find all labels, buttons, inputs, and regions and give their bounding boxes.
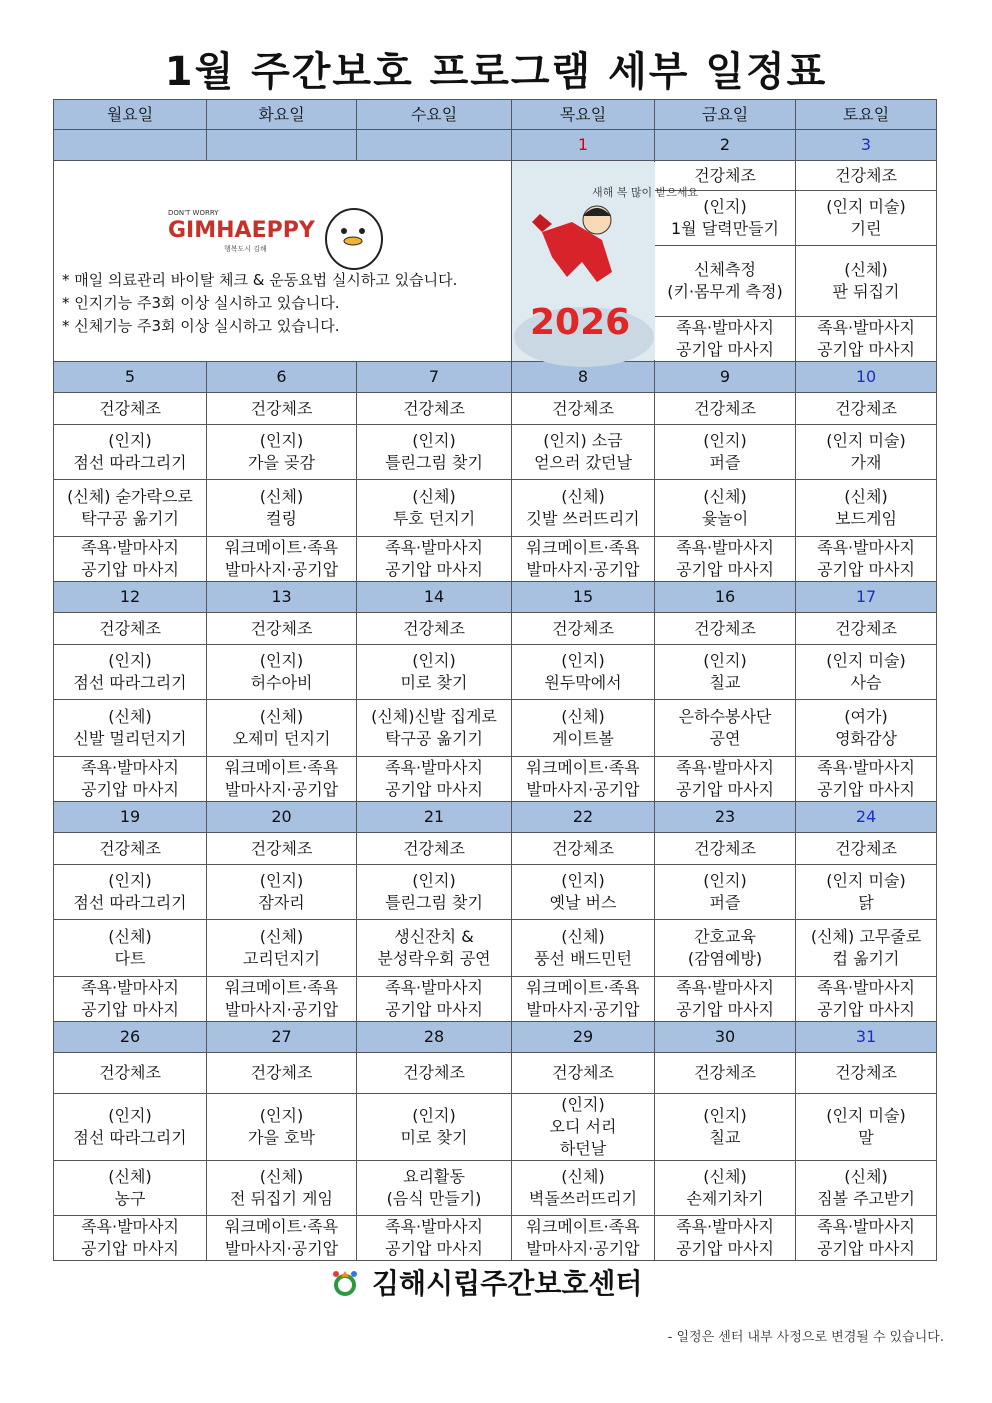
- date-cell: 23: [655, 802, 796, 833]
- activity-physical: 간호교육 (감염예방): [655, 920, 796, 977]
- activity-exercise: 건강체조: [207, 393, 357, 425]
- activity-exercise: 건강체조: [655, 1053, 796, 1094]
- date-row: [54, 802, 937, 833]
- date-cell: 28: [357, 1022, 512, 1053]
- center-name: 김해시립주간보호센터: [372, 1267, 643, 1300]
- activity-massage: 족욕·발마사지 공기압 마사지: [655, 537, 796, 582]
- activity-exercise: 건강체조: [796, 613, 937, 645]
- activity-physical: (여가) 영화감상: [796, 700, 937, 757]
- date-cell: 6: [207, 362, 357, 393]
- date-cell: 14: [357, 582, 512, 613]
- date-cell: 15: [512, 582, 655, 613]
- activity-physical: (신체) 오제미 던지기: [207, 700, 357, 757]
- activity-cognitive: (인지) 소금 얻으러 갔던날: [512, 425, 655, 480]
- activity-physical: (신체) 벽돌쓰러뜨리기: [512, 1161, 655, 1216]
- date-row: [54, 130, 937, 161]
- gimhaeppy-logo: [164, 195, 404, 275]
- activity-physical: (신체) 판 뒤집기: [796, 246, 937, 317]
- activity-cognitive: (인지) 점선 따라그리기: [54, 865, 207, 920]
- activity-exercise: 건강체조: [512, 1053, 655, 1094]
- date-cell: 16: [655, 582, 796, 613]
- activity-exercise: 건강체조: [357, 613, 512, 645]
- activity-cognitive: (인지) 점선 따라그리기: [54, 645, 207, 700]
- activity-massage: 족욕·발마사지 공기압 마사지: [796, 537, 937, 582]
- date-row: [54, 1022, 937, 1053]
- activity-cognitive: (인지) 점선 따라그리기: [54, 425, 207, 480]
- activity-exercise: 건강체조: [655, 833, 796, 865]
- activity-physical: (신체) 고무줄로 컵 옮기기: [796, 920, 937, 977]
- activity-physical: (신체) 윷놀이: [655, 480, 796, 537]
- activity-physical: (신체) 다트: [54, 920, 207, 977]
- intro-panel: [54, 161, 512, 362]
- activity-massage: 족욕·발마사지 공기압 마사지: [54, 977, 207, 1022]
- activity-physical: (신체) 숟가락으로 탁구공 옮기기: [54, 480, 207, 537]
- activity-exercise: 건강체조: [207, 613, 357, 645]
- activity-exercise: 건강체조: [512, 393, 655, 425]
- activity-massage: 워크메이트·족욕 발마사지·공기압: [207, 977, 357, 1022]
- activity-cognitive: (인지 미술) 닭: [796, 865, 937, 920]
- activity-massage: 족욕·발마사지 공기압 마사지: [54, 537, 207, 582]
- activity-cognitive: (인지) 가을 호박: [207, 1094, 357, 1161]
- activity-exercise: 건강체조: [796, 161, 937, 191]
- activity-cognitive: (인지) 칠교: [655, 645, 796, 700]
- activity-massage: 워크메이트·족욕 발마사지·공기압: [512, 537, 655, 582]
- center-leaf-icon: [330, 1267, 360, 1297]
- date-row: [54, 582, 937, 613]
- poster-caption: 새해 복 많이 받으세요: [592, 186, 699, 199]
- date-cell: 26: [54, 1022, 207, 1053]
- activity-cognitive: (인지) 원두막에서: [512, 645, 655, 700]
- activity-exercise: 건강체조: [357, 833, 512, 865]
- footnote: - 일정은 센터 내부 사정으로 변경될 수 있습니다.: [667, 1330, 944, 1345]
- activity-cognitive: (인지) 옛날 버스: [512, 865, 655, 920]
- date-cell-saturday: 17: [796, 582, 937, 613]
- activity-physical: (신체) 게이트볼: [512, 700, 655, 757]
- activity-massage: 워크메이트·족욕 발마사지·공기압: [512, 757, 655, 802]
- date-cell: 29: [512, 1022, 655, 1053]
- activity-cognitive: (인지) 퍼즐: [655, 865, 796, 920]
- date-cell: 5: [54, 362, 207, 393]
- day-header: 토요일: [796, 100, 937, 130]
- activity-massage: 족욕·발마사지 공기압 마사지: [54, 1216, 207, 1261]
- activity-physical: (신체) 투호 던지기: [357, 480, 512, 537]
- activity-physical: (신체) 신발 멀리던지기: [54, 700, 207, 757]
- day-header: 금요일: [655, 100, 796, 130]
- note-item: * 인지기능 주3회 이상 실시하고 있습니다.: [62, 294, 340, 312]
- date-cell: 13: [207, 582, 357, 613]
- date-cell: [54, 130, 207, 161]
- activity-exercise: 건강체조: [655, 613, 796, 645]
- duck-mascot-icon: [326, 209, 382, 269]
- schedule-table: [53, 99, 937, 1261]
- activity-massage: 족욕·발마사지 공기압 마사지: [655, 317, 796, 362]
- activity-physical: 요리활동 (음식 만들기): [357, 1161, 512, 1216]
- page-title: 1월 주간보호 프로그램 세부 일정표: [164, 49, 828, 95]
- activity-cognitive: (인지) 틀린그림 찾기: [357, 425, 512, 480]
- activity-cognitive: (인지) 틀린그림 찾기: [357, 865, 512, 920]
- activity-massage: 족욕·발마사지 공기압 마사지: [796, 977, 937, 1022]
- date-cell: 21: [357, 802, 512, 833]
- activity-massage: 족욕·발마사지 공기압 마사지: [357, 977, 512, 1022]
- poster-year: 2026: [530, 302, 631, 343]
- activity-massage: 족욕·발마사지 공기압 마사지: [796, 1216, 937, 1261]
- date-cell: 20: [207, 802, 357, 833]
- date-cell: 9: [655, 362, 796, 393]
- day-header: 화요일: [207, 100, 357, 130]
- activity-physical: 은하수봉사단 공연: [655, 700, 796, 757]
- note-item: * 매일 의료관리 바이탈 체크 & 운동요법 실시하고 있습니다.: [62, 271, 458, 289]
- activity-cognitive: (인지) 점선 따라그리기: [54, 1094, 207, 1161]
- activity-exercise: 건강체조: [357, 1053, 512, 1094]
- activity-cognitive: (인지) 1월 달력만들기: [655, 191, 796, 246]
- activity-physical: (신체) 깃발 쓰러뜨리기: [512, 480, 655, 537]
- activity-cognitive: (인지) 가을 곶감: [207, 425, 357, 480]
- logo-sub-text: 행복도시 김해: [224, 245, 267, 253]
- activity-exercise: 건강체조: [207, 833, 357, 865]
- date-cell: 8: [512, 362, 655, 393]
- activity-physical: (신체) 손제기차기: [655, 1161, 796, 1216]
- activity-exercise: 건강체조: [796, 1053, 937, 1094]
- activity-cognitive: (인지 미술) 가재: [796, 425, 937, 480]
- activity-massage: 워크메이트·족욕 발마사지·공기압: [207, 1216, 357, 1261]
- date-cell-saturday: 10: [796, 362, 937, 393]
- activity-exercise: 건강체조: [512, 833, 655, 865]
- date-cell: 30: [655, 1022, 796, 1053]
- activity-massage: 워크메이트·족욕 발마사지·공기압: [207, 757, 357, 802]
- activity-massage: 워크메이트·족욕 발마사지·공기압: [207, 537, 357, 582]
- date-cell: 27: [207, 1022, 357, 1053]
- activity-cognitive: (인지 미술) 기린: [796, 191, 937, 246]
- activity-exercise: 건강체조: [207, 1053, 357, 1094]
- activity-exercise: 건강체조: [655, 161, 796, 191]
- activity-cognitive: (인지) 미로 찾기: [357, 645, 512, 700]
- logo-main-text: GIMHAEPPY: [168, 218, 315, 243]
- activity-exercise: 건강체조: [357, 393, 512, 425]
- activity-physical: (신체) 보드게임: [796, 480, 937, 537]
- day-header: 목요일: [512, 100, 655, 130]
- activity-massage: 족욕·발마사지 공기압 마사지: [655, 757, 796, 802]
- activity-massage: 족욕·발마사지 공기압 마사지: [796, 757, 937, 802]
- notes-list: [62, 269, 457, 338]
- activity-cognitive: (인지) 칠교: [655, 1094, 796, 1161]
- activity-massage: 족욕·발마사지 공기압 마사지: [357, 757, 512, 802]
- activity-physical: (신체)신발 집게로 탁구공 옮기기: [357, 700, 512, 757]
- center-logo: [330, 1262, 670, 1302]
- note-item: * 신체기능 주3회 이상 실시하고 있습니다.: [62, 317, 340, 335]
- activity-cognitive: (인지 미술) 말: [796, 1094, 937, 1161]
- activity-cognitive: (인지 미술) 사슴: [796, 645, 937, 700]
- activity-massage: 워크메이트·족욕 발마사지·공기압: [512, 977, 655, 1022]
- child-character-icon: [583, 206, 611, 234]
- day-header: 월요일: [54, 100, 207, 130]
- activity-massage: 워크메이트·족욕 발마사지·공기압: [512, 1216, 655, 1261]
- date-cell-saturday: 24: [796, 802, 937, 833]
- activity-physical: 생신잔치 & 분성락우회 공연: [357, 920, 512, 977]
- activity-massage: 족욕·발마사지 공기압 마사지: [357, 1216, 512, 1261]
- date-cell: 19: [54, 802, 207, 833]
- activity-exercise: 건강체조: [655, 393, 796, 425]
- activity-physical: (신체) 고리던지기: [207, 920, 357, 977]
- activity-cognitive: (인지) 오디 서리 하던날: [512, 1094, 655, 1161]
- date-cell-holiday: 1: [512, 130, 655, 161]
- date-cell-saturday: 31: [796, 1022, 937, 1053]
- date-cell: 2: [655, 130, 796, 161]
- activity-physical: (신체) 풍선 배드민턴: [512, 920, 655, 977]
- day-header: 수요일: [357, 100, 512, 130]
- logo-top-text: DON'T WORRY: [168, 209, 219, 217]
- activity-exercise: 건강체조: [54, 1053, 207, 1094]
- activity-physical: (신체) 짐볼 주고받기: [796, 1161, 937, 1216]
- activity-exercise: 건강체조: [796, 833, 937, 865]
- activity-exercise: 건강체조: [796, 393, 937, 425]
- activity-physical: (신체) 전 뒤집기 게임: [207, 1161, 357, 1216]
- activity-massage: 족욕·발마사지 공기압 마사지: [54, 757, 207, 802]
- date-cell: 12: [54, 582, 207, 613]
- date-cell: [357, 130, 512, 161]
- activity-cognitive: (인지) 미로 찾기: [357, 1094, 512, 1161]
- activity-exercise: 건강체조: [54, 613, 207, 645]
- activity-exercise: 건강체조: [54, 393, 207, 425]
- day-header-row: [54, 100, 937, 130]
- activity-exercise: 건강체조: [54, 833, 207, 865]
- date-cell: [207, 130, 357, 161]
- activity-massage: 족욕·발마사지 공기압 마사지: [655, 977, 796, 1022]
- new-year-poster: [512, 161, 699, 362]
- activity-exercise: 건강체조: [512, 613, 655, 645]
- activity-massage: 족욕·발마사지 공기압 마사지: [357, 537, 512, 582]
- activity-physical: 신체측정 (키·몸무게 측정): [655, 246, 796, 317]
- date-cell: 22: [512, 802, 655, 833]
- date-cell-saturday: 3: [796, 130, 937, 161]
- activity-cognitive: (인지) 퍼즐: [655, 425, 796, 480]
- activity-cognitive: (인지) 허수아비: [207, 645, 357, 700]
- activity-massage: 족욕·발마사지 공기압 마사지: [796, 317, 937, 362]
- date-cell: 7: [357, 362, 512, 393]
- activity-physical: (신체) 농구: [54, 1161, 207, 1216]
- activity-cognitive: (인지) 잠자리: [207, 865, 357, 920]
- activity-physical: (신체) 컬링: [207, 480, 357, 537]
- date-row: [54, 362, 937, 393]
- activity-massage: 족욕·발마사지 공기압 마사지: [655, 1216, 796, 1261]
